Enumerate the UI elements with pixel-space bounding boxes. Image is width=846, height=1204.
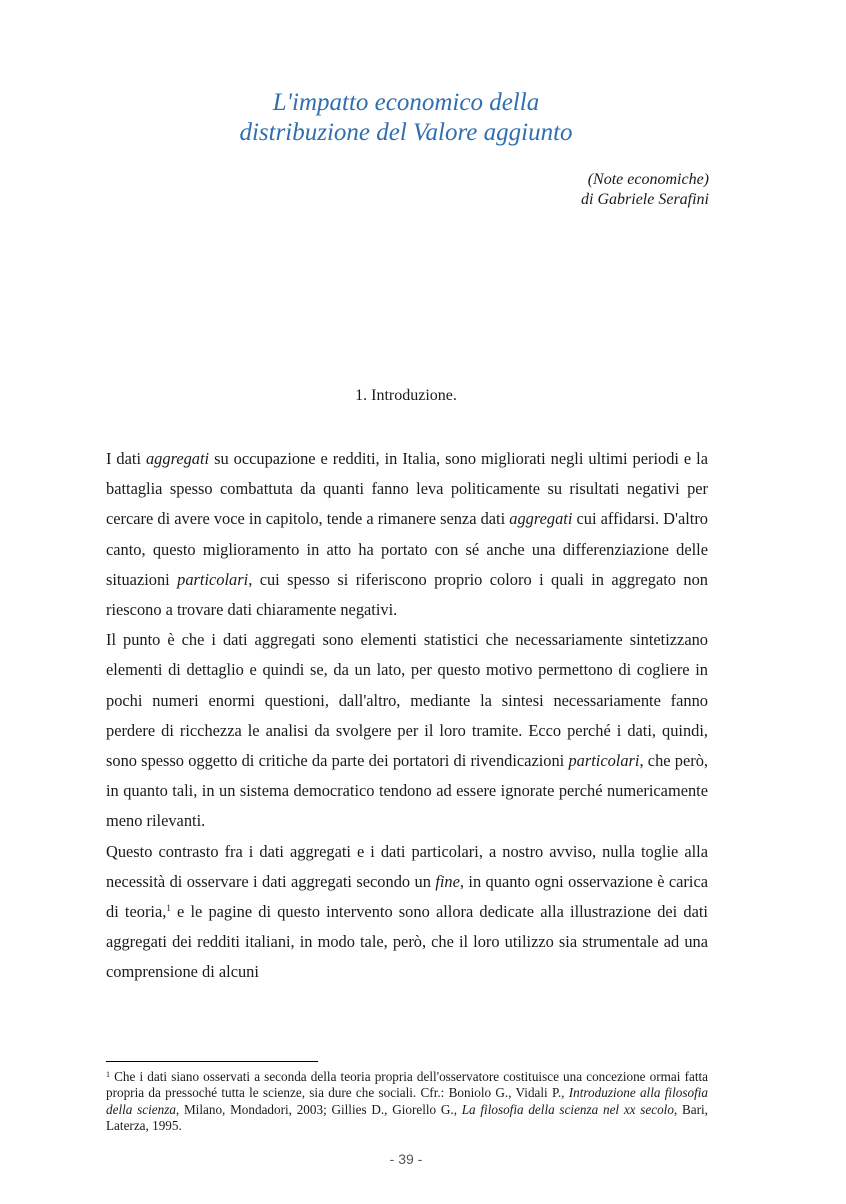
paragraph-3 xyxy=(106,837,708,988)
text-run: Questo contrasto fra i dati aggregati e i dati particolari, a nostro avviso, nulla toglie alla necessità di osservare i dati aggregati secondo un xyxy=(106,841,708,891)
text-run: cui affidarsi. D'altro canto, questo miglioramento in atto ha portato con sé anche una differenziazione delle situazioni xyxy=(106,509,708,589)
body-text xyxy=(106,444,708,988)
footnote-text-run: , Milano, Mondadori, 2003; Gillies D., Giorello G., xyxy=(175,1101,462,1117)
text-run: su occupazione e redditi, in Italia, sono migliorati negli ultimi periodi e la battaglia spesso combattuta da quanti fanno leva politicamente su risultati negativi per cercare di avere voce in capitolo, tende a rimanere senza dati xyxy=(106,449,708,529)
title-line-2: distribuzione del Valore aggiunto xyxy=(239,119,573,146)
paragraph-2 xyxy=(106,625,708,836)
text-run: , che però, in quanto tali, in un sistema democratico tendono ad essere ignorate perché numericamente meno rilevanti. xyxy=(106,751,708,831)
subtitle: (Note economiche) xyxy=(587,171,709,188)
footnote-text-run: Che i dati siano osservati a seconda della teoria propria dell'osservatore costituisce una concezione ormai fatta propria da pressoché tutta le scienze, sia dure che sociali. Cfr.: Boniolo G., Vidali P., xyxy=(106,1069,708,1101)
paragraph-1 xyxy=(106,444,708,625)
footnote-divider xyxy=(106,1061,318,1062)
document-title xyxy=(0,88,812,148)
footnote-italic-run: Introduzione alla filosofia della scienza xyxy=(106,1085,708,1117)
text-run: Il punto è che i dati aggregati sono elementi statistici che necessariamente sintetizzano elementi di dettaglio e quindi se, da un lato, per questo motivo permettono di cogliere in pochi numeri enormi questioni, dall'altro, mediante la sintesi necessariamente fanno perdere di ricchezza le analisi da svolgere per il loro tramite. Ecco perché i dati, quindi, sono spesso oggetto di critiche da parte dei portatori di rivendicazioni xyxy=(106,630,708,771)
footnote-reference[interactable]: 1 xyxy=(166,903,171,914)
italic-text-run: particolari xyxy=(568,751,640,771)
byline xyxy=(581,170,709,210)
title-line-1: L'impatto economico della xyxy=(272,89,540,116)
author: di Gabriele Serafini xyxy=(581,191,709,208)
footnote-italic-run: La filosofia della scienza nel xx secolo xyxy=(461,1101,674,1117)
italic-text-run: aggregati xyxy=(145,449,210,468)
italic-text-run: aggregati xyxy=(509,509,573,529)
italic-text-run: particolari xyxy=(177,569,249,589)
text-run: , in quanto ogni osservazione è carica di teoria, xyxy=(106,871,708,922)
section-heading: 1. Introduzione. xyxy=(355,387,457,404)
footnote-number: 1 xyxy=(106,1070,110,1079)
text-run: I dati xyxy=(106,449,146,468)
footnote-text-run: , Bari, Laterza, 1995. xyxy=(106,1101,708,1134)
text-run: , cui spesso si riferiscono proprio coloro i quali in aggregato non riescono a trovare dati chiaramente negativi. xyxy=(106,569,708,620)
italic-text-run: fine xyxy=(435,871,460,891)
text-run: e le pagine di questo intervento sono allora dedicate alla illustrazione dei dati aggregati dei redditi italiani, in modo tale, però, che il loro utilizzo sia strumentale ad una comprensione di alcuni xyxy=(106,902,708,982)
footnote xyxy=(106,1069,708,1135)
page-number: - 39 - xyxy=(389,1151,423,1167)
